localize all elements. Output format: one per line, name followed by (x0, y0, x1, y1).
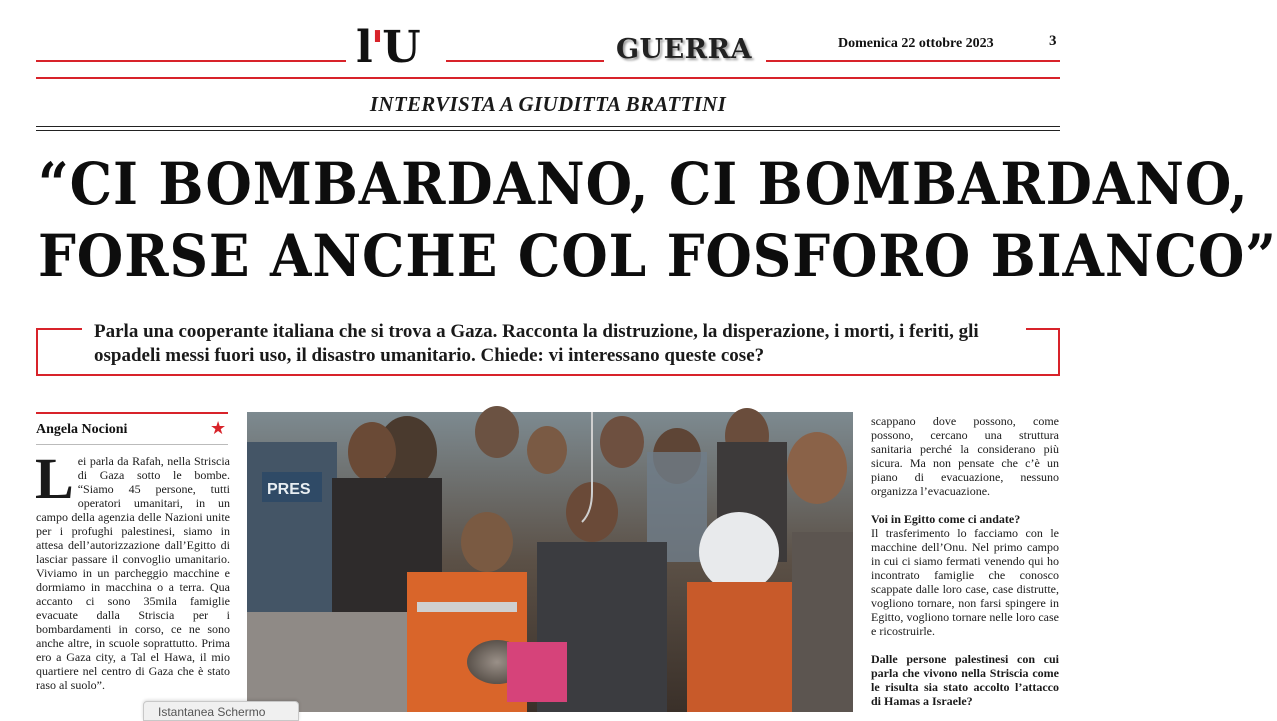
section-title: GUERRA (616, 34, 753, 65)
headline-line-2: FORSE ANCHE COL FOSFORO BIANCO” (38, 222, 1277, 290)
summary-frame-top-right (1026, 328, 1060, 330)
interview-question: Dalle persone palestinesi con cui parla che vivono nella Striscia come le risulta sia stato accolto l’attacco di Hamas a Israele? (871, 652, 1059, 708)
headline (38, 148, 1277, 292)
drop-cap: L (35, 446, 74, 511)
news-photo (247, 412, 853, 712)
headline-line-1: “CI BOMBARDANO, CI BOMBARDANO, (38, 150, 1249, 218)
summary-frame-top-left (36, 328, 82, 330)
article-paragraph: Il trasferimento lo facciamo con le macchine dell’Onu. Nel primo campo in cui ci siamo fermati venendo qui ho incontrato famiglie che conosco scappate dalle loro case, case distrutte, vogliono tornare, non farsi spingere in Egitto, vogliono tornare nelle loro case e ricostruirle. (871, 526, 1059, 638)
logo-letter-l: l (356, 22, 371, 73)
logo-letter-u: U (382, 22, 419, 73)
page-number: 3 (1049, 33, 1057, 49)
news-photo-image (247, 412, 853, 712)
byline-divider (36, 444, 228, 445)
star-icon: ★ (210, 418, 227, 438)
kicker-rule-1 (36, 126, 1060, 127)
masthead-rule-bottom (36, 77, 1060, 79)
press-vest-label: PRES (267, 481, 311, 498)
logo-apostrophe: ' (370, 22, 383, 73)
interview-kicker: INTERVISTA A GIUDITTA BRATTINI (369, 92, 727, 116)
interview-question: Voi in Egitto come ci andate? (871, 512, 1021, 526)
masthead-rule-right-top (766, 60, 1060, 62)
article-text-1: ei parla da Rafah, nella Striscia di Gaza sotto le bombe. “Siamo 45 persone, tutti operatori umanitari, in un campo della agenzia delle Nazioni unite per i profughi palestinesi, siamo in attesa dell’autorizzazione dall’Egitto di lasciar passare il convoglio umanitario. Viviamo in un parcheggio macchine e dormiamo in macchina o a terra. Qua accanto ci sono 35mila famiglie evacuate dalla Striscia per i bombardamenti in corso, ce ne sono anche altre, in scuole soprattutto. Prima ero a Gaza city, a Tal el Hawa, il mio quartiere nel centro di Gaza che è stato raso al suolo”. (36, 454, 230, 692)
article-paragraph: scappano dove possono, come possono, cercano una struttura sanitaria perché la considerano più sicura. Ma non pensate che c’è un piano di evacuazione, nessuno organizza l’evacuazione. (871, 414, 1059, 498)
author-byline: Angela Nocioni (36, 422, 128, 437)
article-column-3 (871, 414, 1059, 708)
kicker-rule-2 (36, 130, 1060, 131)
issue-date: Domenica 22 ottobre 2023 (838, 36, 994, 51)
masthead-rule-left-top (36, 60, 346, 62)
screenshot-tab[interactable]: Istantanea Schermo (143, 701, 299, 721)
summary-text: Parla una cooperante italiana che si trova a Gaza. Racconta la distruzione, la disperazione, i morti, i feriti, gli ospadeli messi fuori uso, il disastro umanitario. Chiede: vi interessano queste cose? (94, 321, 979, 366)
masthead-rule-left-mid (446, 60, 604, 62)
newspaper-logo (356, 22, 419, 74)
byline-rule (36, 412, 228, 414)
article-column-1 (35, 446, 230, 692)
